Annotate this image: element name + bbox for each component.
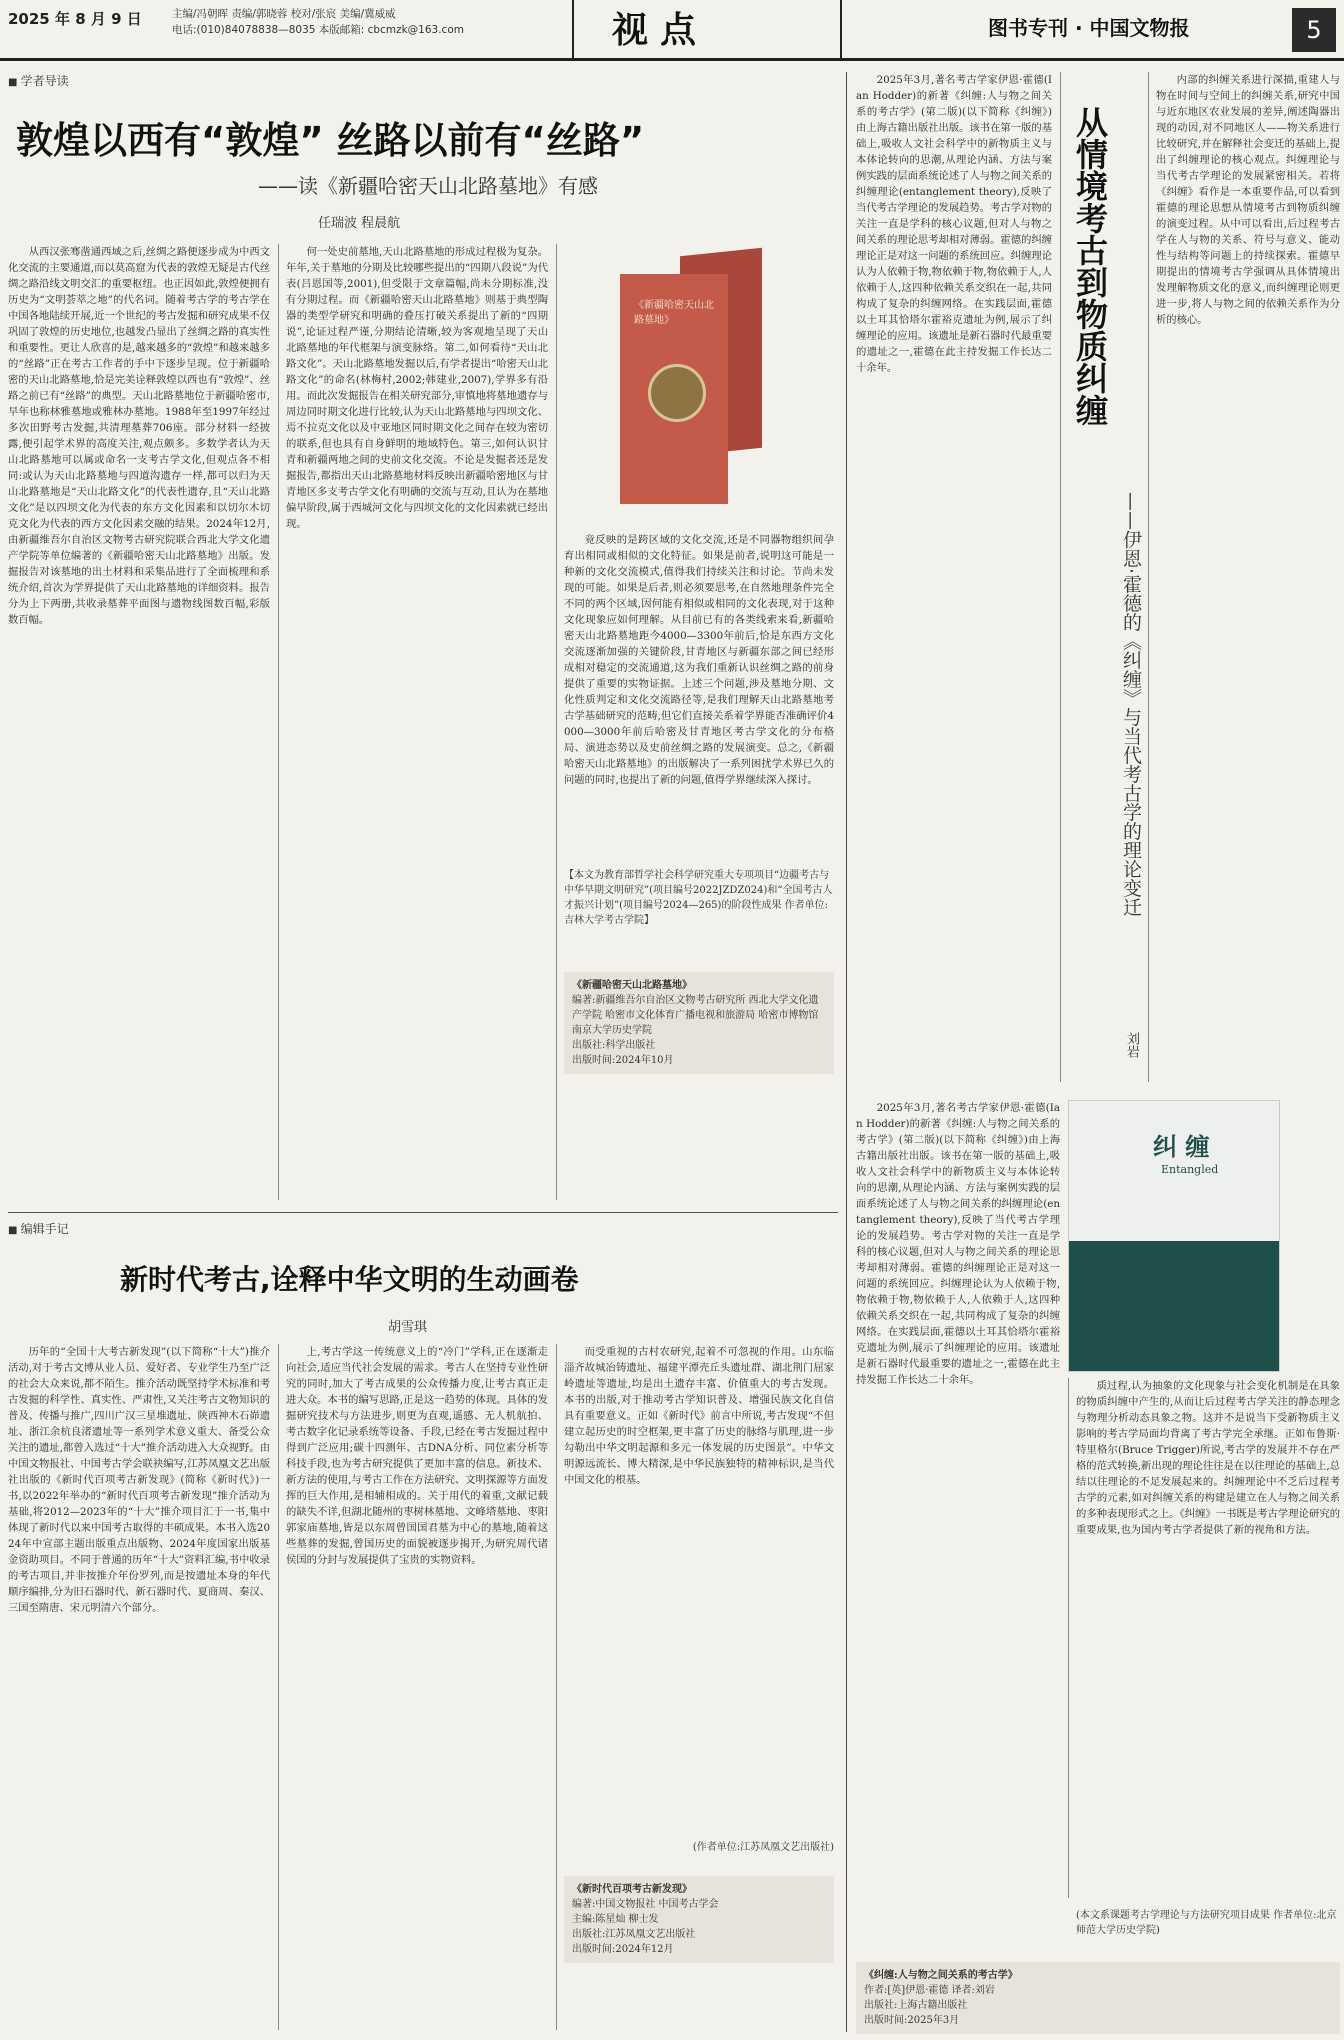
article-column — [856, 72, 1052, 1082]
book-info-box — [564, 972, 834, 1074]
section-divider — [8, 1212, 838, 1213]
article-entanglement — [856, 72, 1340, 2032]
book-editors: 编著:中国文物报社 中国考古学会 — [572, 1899, 719, 1910]
credits-line-editors: 主编/冯朝晖 责编/郭晓蓉 校对/张宸 美编/冀威威 — [172, 8, 396, 20]
column-divider — [556, 1344, 557, 2030]
credits-line-contact: 电话:(010)84078838—8035 本版邮箱: cbcmzk@163.com — [172, 24, 464, 36]
body-text: 历年的“全国十大考古新发现”(以下简称“十大”)推介活动,对于考古文博从业人员、爱好者、专业学生乃至广泛的社会大众来说,都不陌生。推介活动既坚持学术标准和考古发掘的科学性、真实性、严肃性,又关注考古文物知识的普及、传播与推广,四川广汉三星堆遗址、陕西神木石峁遗址、浙江余杭良渚遗址等一系列学术意义重大、备受公众关注的遗址,都曾入选过“十大”推介活动进入大众视野。由中国文物报社、中国考古学会联袂编写,江苏凤凰文艺出版社出版的《新时代百项考古新发现》(简称《新时代》)一书,以2022年举办的“新时代百项考古新发现”推介活动为基础,将2012—2023年的“十大”推介项目汇于一书,集中体现了新时代以来中国考古取得的丰硕成果。本书入选2024年中宣部主题出版重点出版物、2024年度国家出版基金资助项目。不同于普通的历年“十大”资料汇编,书中收录的考古项目,并非按推介年份罗列,而是按遗址本身的年代顺序编排,分为旧石器时代、新石器时代、夏商周、秦汉、三国至隋唐、宋元明清六个部分。 — [8, 1346, 270, 1614]
body-text: 内部的纠缠关系进行深描,重建人与物在时间与空间上的纠缠关系,研究中国与近东地区农业发展的差异,阐述陶器出现的动因,对不同地区人——物关系进行比较研究,并在解释社会变迁的基础上,提出了纠缠理论的核心观点。纠缠理论与当代考古学理论的发展紧密相关。若将《纠缠》看作是一本重要作品,可以看到霍德的理论思想从情境考古到物质纠缠的演变过程。从中可以看出,后过程考古学在人与物的关系、符号与意义、能动性与结构等问题上的持续探索。霍德早期提出的情境考古学强调从具体情境出发理解物质文化的意义,而纠缠理论则更进一步,将人与物之间的依赖关系作为分析的核心。 — [1156, 74, 1340, 326]
book-cover-illustration — [1069, 1241, 1279, 1371]
book-cover-image — [620, 252, 770, 512]
book-cover-subtitle: Entangled — [1161, 1163, 1219, 1176]
article-subtitle: ——读《新疆哈密天山北路墓地》有感 — [258, 174, 598, 198]
editorial-credits — [172, 6, 464, 38]
book-publisher: 出版社:上海古籍出版社 — [864, 2000, 968, 2011]
article-subtitle: ——伊恩·霍德的《纠缠》与当代考古学的理论变迁 — [1120, 492, 1142, 917]
column-divider — [1068, 1378, 1069, 1898]
column-divider — [1148, 72, 1149, 1082]
article-title: 从情境考古到物质纠缠 — [1071, 106, 1109, 426]
author-note: (本文系课题考古学理论与方法研究项目成果 作者单位:北京师范大学历史学院) — [1076, 1910, 1337, 1936]
header-rule — [0, 58, 1344, 61]
page-number: 5 — [1292, 8, 1336, 52]
article-column — [1076, 1378, 1340, 1898]
body-text: 2025年3月,著名考古学家伊恩·霍德(Ian Hodder)的新著《纠缠:人与物之间关系的考古学》(第二版)(以下简称《纠缠》)由上海古籍出版社出版。该书在第一版的基础上,吸收人文社会科学中的新物质主义与本体论转向的思潮,从理论内涵、方法与案例实践的层面系统论述了人与物之间关系的纠缠理论(entanglement theory),反映了当代考古学理论的发展趋势。考古学对物的关注一直是学科的核心议题,但对人与物之间关系的理论思考却相对薄弱。霍德的纠缠理论正是对这一问题的系统回应。纠缠理论认为人依赖于物,物依赖于物,物依赖于人,人依赖于人,这四种依赖关系交织在一起,共同构成了复杂的纠缠网络。在实践层面,霍德以土耳其恰塔尔霍裕克遗址为例,展示了纠缠理论的应用。该遗址是新石器时代最重要的遗址之一,霍德在此主持发掘工作长达二十余年。 — [856, 1102, 1060, 1386]
page-column-divider — [846, 72, 847, 2032]
article-column — [286, 1344, 548, 2030]
article-byline: 刘岩 — [1124, 1032, 1139, 1058]
article-dunhuang — [8, 72, 838, 1200]
section-title: 视点 — [612, 10, 709, 51]
book-info-box — [564, 1876, 834, 1963]
article-byline: 胡雪琪 — [388, 1320, 428, 1335]
column-divider — [278, 1344, 279, 2030]
header-divider — [572, 0, 574, 58]
book-chief-editors: 主编:陈星灿 柳士发 — [572, 1914, 659, 1925]
body-text: 从西汉张骞凿通西域之后,丝绸之路便逐步成为中西文化交流的主要通道,而以莫高窟为代表的敦煌无疑是古代丝绸之路沿线文明交汇的重要枢纽。也正因如此,敦煌便拥有历史为“文明荟萃之地”的代名词。随着考古学的考古学在中国各地陆续开展,近一个世纪的考古发掘和研究成果不仅巩固了敦煌的历史地位,也越发凸显出了丝绸之路的真实性和重要性。更让人欣喜的是,越来越多的“敦煌”和越来越多的“丝路”正在考古工作者的手中下逐步呈现。位于新疆哈密的天山北路墓地,恰是完美诠释敦煌以西也有“敦煌”、丝路之前已有“丝路”的典型。天山北路墓地位于新疆哈密市,早年也称林雅墓地或雅林办墓地。1988年至1997年经过多次田野考古发掘,共清理墓葬706座。部分材料一经披露,便引起学术界的高度关注,观点颇多。多数学者认为天山北路墓地可以属或命名一支考古学文化,但观点各不相同:或认为天山北路墓地与四道沟遗存一样,都可以归为天山北路墓地是“天山北路文化”的代表性遗存,且“天山北路文化”是以四坝文化为代表的东方文化因素和以切尔木切克文化为代表的西方文化因素交融的结果。2024年12月,由新疆维吾尔自治区文物考古研究院联合西北大学文化遗产学院等单位编著的《新疆哈密天山北路墓地》出版。发掘报告对该墓地的出土材料和采集品进行了全面梳理和系统介绍,首次为学界提供了天山北路墓地的详细资料。报告分为上下两册,共收录墓葬平面图与遗物线图数百幅,彩版数百幅。 — [8, 246, 270, 626]
book-info-box — [856, 1962, 1340, 2034]
book-volume-front — [620, 274, 728, 504]
book-pubdate: 出版时间:2024年10月 — [572, 1055, 674, 1066]
column-divider — [556, 244, 557, 1200]
article-column — [564, 1344, 834, 1814]
book-pubdate: 出版时间:2024年12月 — [572, 1944, 674, 1955]
article-column — [564, 532, 834, 854]
book-cover-text: 《新疆哈密天山北路墓地》 — [634, 300, 714, 326]
article-column — [1156, 72, 1340, 1082]
book-editors: 编著:新疆维吾尔自治区文物考古研究所 西北大学文化遗产学院 哈密市文化体育广播电视和旅游局 哈密市博物馆 南京大学历史学院 — [572, 995, 819, 1036]
article-new-era-archaeology — [8, 1220, 838, 2032]
body-text: 质过程,认为抽象的文化现象与社会变化机制是在具象的物质纠缠中产生的,从而让后过程考古学关注的静态理念与物理分析动态具象之物。这并不是说当下受新物质主义影响的考古学局面均背离了考古学完全承继。正如布鲁斯·特里格尔(Bruce Trigger)所说,考古学的发展并不存在严格的范式转换,新出现的理论往往是在以往理论的基础上,总结以往理论的不足发展起来的。纠缠理论中不乏后过程考古学的元素,如对纠缠关系的构建是建立在人与物之间关系的多种表现形式之上。《纠缠》一书既是考古学理论研究的重要成果,也为国内考古学者提供了新的视角和方法。 — [1076, 1380, 1340, 1536]
issue-date: 2025 年 8 月 9 日 — [8, 10, 142, 28]
header-divider — [840, 0, 842, 58]
book-publisher: 出版社:科学出版社 — [572, 1040, 656, 1051]
article-title: 敦煌以西有“敦煌” 丝路以前有“丝路” — [16, 119, 645, 162]
artifact-photo — [648, 364, 706, 422]
article-byline: 任瑞波 程晨航 — [318, 216, 401, 231]
author-note: (作者单位:江苏凤凰文艺出版社) — [692, 1842, 834, 1853]
body-text: 竟反映的是跨区域的文化交流,还是不同器物组织间孕育出相同或相似的文化特征。如果是前者,说明这可能是一种新的文化交流模式,值得我们持续关注和讨论。节尚未发现的可能。如果是后者,则必须要思考,在自然地理条件完全不同的两个区域,因何能有相似或相同的文化表现,对于这种文化现象应如何理解。从目前已有的各类线索来看,新疆哈密天山北路墓地距今4000—3300年前后,恰是东西方文化交流逐渐加强的关键阶段,甘青地区与新疆东部之间已经形成相对稳定的交流通道,这为我们重新认识丝绸之路的前身提供了重要的实物证据。上述三个问题,涉及墓地分期、文化性质判定和文化交流路径等,是我们理解天山北路墓地考古学基础研究的范畴,但它们直接关系着学界能否准确评价4000—3000年前后哈密及甘青地区考古学文化的分布格局、演进态势以及史前丝绸之路的发展演变。总之,《新疆哈密天山北路墓地》的出版解决了一系列困扰学术界已久的问题的同时,也提出了新的问题,值得学界继续深入探讨。 — [564, 534, 834, 786]
body-text: 而受重视的古村农研究,起着不可忽视的作用。山东临淄齐故城冶铸遗址、福建平潭壳丘头遗址群、湖北荆门屈家岭遗址等遗址,均是出土遗存丰富、价值重大的考古发现。本书的出版,对于推动考古学知识普及、增强民族文化自信具有重要意义。正如《新时代》前言中所说,考古发现“不但建立起历史的时空框架,更丰富了历史的脉络与肌理,进一步勾勒出中华文明起源和多元一体发展的历史图景”。中华文明源远流长、博大精深,是中华民族独特的精神标识,是当代中国文化的根基。 — [564, 1346, 834, 1486]
book-title: 《新时代百项考古新发现》 — [572, 1884, 692, 1895]
book-title: 《纠缠:人与物之间关系的考古学》 — [864, 1970, 1018, 1981]
article-column — [856, 1100, 1060, 1900]
article-column — [8, 244, 270, 1200]
body-text: 上,考古学这一传统意义上的“冷门”学科,正在逐渐走向社会,适应当代社会发展的需求。考古人在坚持专业性研究的同时,加大了考古成果的公众传播力度,让考古真正走进大众。本书的编写思路,正是这一趋势的体现。具体的发掘研究技术与方法进步,则更为直观,遥感、无人机航拍、考古数字化记录系统等设备、手段,已经在考古发掘过程中得到广泛应用;碳十四测年、古DNA分析、同位素分析等科技手段,也为考古研究提供了更加丰富的信息。新技术、新方法的使用,与考古工作在方法研究、文明探源等方面发挥的巨大作用,是相辅相成的。关于用代的着重,文献记载的缺失不详,但湖北随州的枣树林墓地、文峰塔墓地、枣阳郭家庙墓地,皆是以东周曾国国君墓为中心的墓地,随着这些墓葬的发掘,曾国历史的面貌被逐步揭开,为研究周代诸侯国的分封与发展提供了宝贵的实物资料。 — [286, 1346, 548, 1566]
page-header — [0, 0, 1344, 60]
article-column — [8, 1344, 270, 2030]
author-note: 【本文为教育部哲学社会科学研究重大专项项目“边疆考古与中华早期文明研究”(项目编号2022JZDZ024)和“全国考古人才振兴计划”(项目编号2024—265)的阶段性成果 作者单位:吉林大学考古学院】 — [564, 870, 833, 926]
article-tag: ■ 学者导读 — [8, 72, 69, 89]
book-cover-image — [1068, 1100, 1280, 1372]
body-text: 2025年3月,著名考古学家伊恩·霍德(Ian Hodder)的新著《纠缠:人与物之间关系的考古学》(第二版)(以下简称《纠缠》)由上海古籍出版社出版。该书在第一版的基础上,吸收人文社会科学中的新物质主义与本体论转向的思潮,从理论内涵、方法与案例实践的层面系统论述了人与物之间关系的纠缠理论(entanglement theory),反映了当代考古学理论的发展趋势。考古学对物的关注一直是学科的核心议题,但对人与物之间关系的理论思考却相对薄弱。霍德的纠缠理论正是对这一问题的系统回应。纠缠理论认为人依赖于物,物依赖于物,物依赖于人,人依赖于人,这四种依赖关系交织在一起,共同构成了复杂的纠缠网络。在实践层面,霍德以土耳其恰塔尔霍裕克遗址为例,展示了纠缠理论的应用。该遗址是新石器时代最重要的遗址之一,霍德在此主持发掘工作长达二十余年。 — [856, 74, 1052, 374]
book-title: 《新疆哈密天山北路墓地》 — [572, 980, 692, 991]
book-cover-title: 纠 缠 — [1153, 1133, 1210, 1161]
article-column — [286, 244, 548, 1200]
book-author-translator: 作者:[英]伊恩·霍德 译者:刘岩 — [864, 1985, 995, 1996]
article-tag: ■ 编辑手记 — [8, 1220, 69, 1237]
newspaper-brand: 图书专刊 · 中国文物报 — [988, 16, 1190, 40]
article-title: 新时代考古,诠释中华文明的生动画卷 — [120, 1263, 579, 1296]
column-divider — [278, 244, 279, 1200]
book-publisher: 出版社:江苏凤凰文艺出版社 — [572, 1929, 696, 1940]
book-pubdate: 出版时间:2025年3月 — [864, 2015, 960, 2026]
body-text: 何一处史前墓地,天山北路墓地的形成过程极为复杂。年年,关于墓地的分期及比较哪些提出的“四期八段说”为代表(吕恩国等,2001),但受限于文章篇幅,尚未分期标准,没有分期过程。而《新疆哈密天山北路墓地》则基于典型陶器的类型学研究和明确的叠压打破关系提出了新的“四期说”,论证过程严谨,分期结论清晰,较为客观地呈现了天山北路墓地的年代框架与演变脉络。第二,如何看待“天山北路文化”。天山北路墓地发掘以后,有学者提出“哈密天山北路文化”的命名(林梅村,2002;韩建业,2007),学界多有沿用。而此次发掘报告在相关研究部分,审慎地将墓地遗存与周边同时期文化进行比较,认为天山北路墓地与四坝文化、焉不拉克文化以及中亚地区同时期文化之间存在较为密切的联系,但也具有自身鲜明的地域特色。第三,如何认识甘青和新疆两地之间的史前文化交流。不论是发掘者还是发掘报告,都指出天山北路墓地材料反映出新疆哈密地区与甘青地区多支考古学文化有明确的交流与互动,且认为在墓地偏早阶段,属于西城河文化与四坝文化的文化因素就已经出现。 — [286, 246, 548, 530]
column-divider — [1060, 72, 1061, 1082]
